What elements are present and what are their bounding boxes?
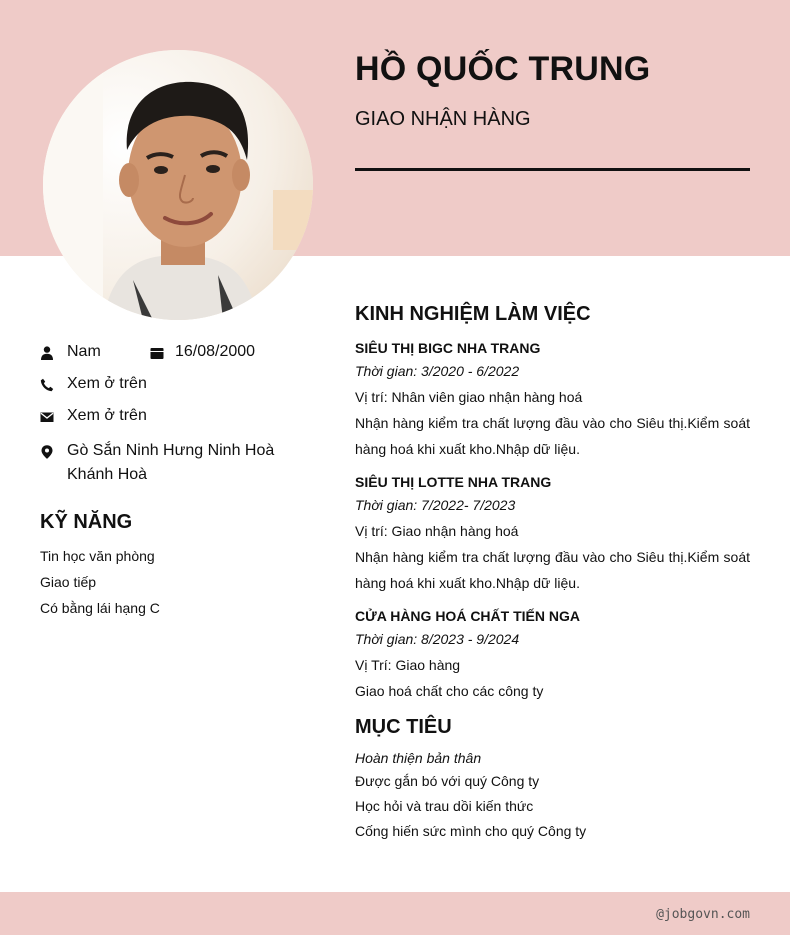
main-content [355, 303, 750, 844]
job-description: Giao hoá chất cho các công ty [355, 683, 544, 699]
objective-item: Cống hiến sức mình cho quý Công ty [355, 823, 587, 839]
company-name: SIÊU THỊ BIGC NHA TRANG [355, 340, 541, 356]
job-title: GIAO NHẬN HÀNG [355, 108, 531, 130]
job-description: Nhận hàng kiểm tra chất lượng đầu vào cho Siêu thị.Kiểm soát hàng hoá khi xuất kho.Nhập dữ liệu. [355, 415, 750, 457]
address-row [40, 442, 300, 487]
company-name: SIÊU THỊ LOTTE NHA TRANG [355, 474, 552, 490]
person-icon [40, 344, 54, 362]
phone-icon [40, 376, 54, 394]
email-row [40, 407, 147, 426]
objective-list [355, 769, 750, 844]
address-value: Gò Sắn Ninh Hưng Ninh Hoà Khánh Hoà [67, 442, 275, 483]
skills-heading: KỸ NĂNG [40, 511, 133, 533]
job-period: Thời gian: 8/2023 - 9/2024 [355, 631, 520, 647]
calendar-icon [150, 344, 164, 362]
objective-heading: MỤC TIÊU [355, 716, 452, 738]
objective-item: Học hỏi và trau dồi kiến thức [355, 798, 534, 814]
job-entry [355, 608, 750, 704]
profile-photo [43, 50, 313, 320]
footer-brand: @jobgovn.com [656, 907, 750, 922]
objective-item: Được gắn bó với quý Công ty [355, 773, 540, 789]
job-position: Vị trí: Nhân viên giao nhận hàng hoá [355, 389, 583, 405]
experience-heading: KINH NGHIỆM LÀM VIỆC [355, 303, 591, 325]
title-divider [355, 168, 750, 171]
location-pin-icon [40, 443, 54, 461]
job-position: Vị trí: Giao nhận hàng hoá [355, 523, 519, 539]
skill-item: Giao tiếp [40, 574, 97, 590]
skill-item: Có bằng lái hạng C [40, 600, 160, 616]
objective-subtitle: Hoàn thiện bản thân [355, 750, 482, 766]
job-description: Nhận hàng kiểm tra chất lượng đầu vào cho Siêu thị.Kiểm soát hàng hoá khi xuất kho.Nhập dữ liệu. [355, 549, 750, 591]
candidate-name: HỒ QUỐC TRUNG [355, 50, 651, 88]
phone-value: Xem ở trên [67, 375, 147, 392]
skills-list [40, 547, 160, 625]
job-entry [355, 474, 750, 596]
job-period: Thời gian: 3/2020 - 6/2022 [355, 363, 520, 379]
company-name: CỬA HÀNG HOÁ CHẤT TIẾN NGA [355, 608, 580, 624]
job-entry [355, 340, 750, 462]
job-period: Thời gian: 7/2022- 7/2023 [355, 497, 516, 513]
birthdate-value: 16/08/2000 [175, 343, 256, 360]
email-value: Xem ở trên [67, 407, 147, 424]
mail-icon [40, 408, 54, 426]
birthdate-row [150, 343, 255, 362]
gender-value: Nam [67, 343, 101, 360]
phone-row [40, 375, 147, 394]
gender-row [40, 343, 101, 362]
job-position: Vị Trí: Giao hàng [355, 657, 461, 673]
skill-item: Tin học văn phòng [40, 548, 155, 564]
